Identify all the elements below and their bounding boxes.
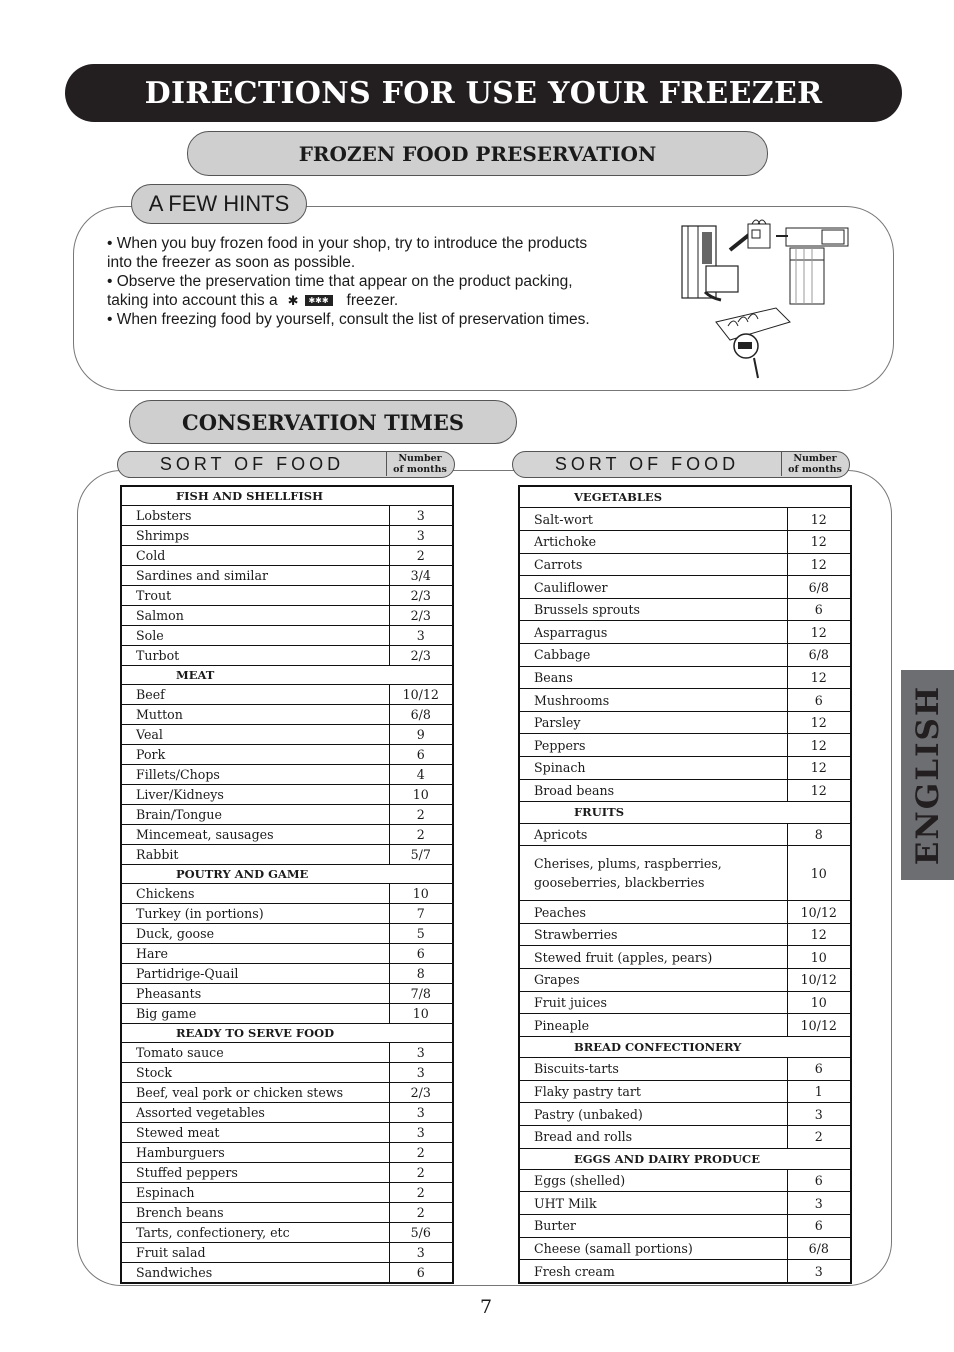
table-row xyxy=(121,1122,453,1142)
months-value: 2 xyxy=(389,1182,453,1202)
table-row xyxy=(519,757,851,780)
table-row xyxy=(519,689,851,712)
food-name: Carrots xyxy=(519,553,787,576)
language-tab-label: ENGLISH xyxy=(909,684,946,866)
table-row xyxy=(519,1214,851,1237)
table-row xyxy=(121,1142,453,1162)
table-row xyxy=(519,823,851,846)
food-name: Stewed meat xyxy=(121,1122,389,1142)
table-row xyxy=(519,1237,851,1260)
months-value: 2/3 xyxy=(389,585,453,605)
table-row xyxy=(519,621,851,644)
conservation-times-label: CONSERVATION TIMES xyxy=(129,400,517,444)
table-row xyxy=(519,1080,851,1103)
food-name: Mushrooms xyxy=(519,689,787,712)
table-row xyxy=(121,505,453,525)
months-value: 12 xyxy=(787,923,851,946)
table-row xyxy=(519,901,851,924)
months-value: 3 xyxy=(389,1122,453,1142)
months-value: 6/8 xyxy=(787,1237,851,1260)
food-name: Sandwiches xyxy=(121,1262,389,1283)
months-value: 12 xyxy=(787,621,851,644)
table-row xyxy=(121,585,453,605)
table-row xyxy=(121,804,453,824)
table-row xyxy=(121,824,453,844)
months-value: 10 xyxy=(389,883,453,903)
months-header xyxy=(781,452,848,476)
category-row xyxy=(519,802,851,823)
page-number: 7 xyxy=(479,1296,493,1318)
hints-label: A FEW HINTS xyxy=(131,184,307,224)
months-value: 12 xyxy=(787,779,851,802)
months-value: 10 xyxy=(787,991,851,1014)
months-value: 3 xyxy=(389,1102,453,1122)
food-name: Veal xyxy=(121,724,389,744)
table-row xyxy=(121,1003,453,1023)
food-name: Fresh cream xyxy=(519,1260,787,1283)
table-row xyxy=(121,684,453,704)
table-row xyxy=(519,991,851,1014)
months-value: 5/7 xyxy=(389,844,453,864)
food-name: Pork xyxy=(121,744,389,764)
food-name: Salt-wort xyxy=(519,508,787,531)
table-row xyxy=(121,963,453,983)
months-header-line: Number xyxy=(398,453,442,464)
food-name: Tomato sauce xyxy=(121,1042,389,1062)
table-row xyxy=(121,764,453,784)
food-name: Big game xyxy=(121,1003,389,1023)
months-value: 10/12 xyxy=(389,684,453,704)
food-name: Stuffed peppers xyxy=(121,1162,389,1182)
months-value: 6 xyxy=(389,943,453,963)
months-value: 10 xyxy=(787,946,851,969)
three-star-icon: ✱✱✱ xyxy=(305,295,333,306)
food-name: Hare xyxy=(121,943,389,963)
food-name: Beef xyxy=(121,684,389,704)
months-value: 12 xyxy=(787,508,851,531)
months-value: 3 xyxy=(389,525,453,545)
months-value: 3 xyxy=(787,1192,851,1215)
months-value: 10 xyxy=(787,846,851,901)
table-row xyxy=(121,1042,453,1062)
category-label: FRUITS xyxy=(519,802,851,823)
food-name: Bread and rolls xyxy=(519,1125,787,1148)
food-name: Parsley xyxy=(519,711,787,734)
months-value: 2 xyxy=(389,824,453,844)
food-name: Fruit juices xyxy=(519,991,787,1014)
months-value: 12 xyxy=(787,553,851,576)
months-value: 9 xyxy=(389,724,453,744)
food-name: Eggs (shelled) xyxy=(519,1169,787,1192)
category-row xyxy=(121,486,453,505)
table-row xyxy=(121,1062,453,1082)
food-name: Broad beans xyxy=(519,779,787,802)
food-name: Chickens xyxy=(121,883,389,903)
months-value: 2 xyxy=(389,1202,453,1222)
food-name: Sole xyxy=(121,625,389,645)
hint-line-part: freezer. xyxy=(346,292,399,309)
hint-line-part: taking into account this a xyxy=(107,292,278,309)
months-value: 2 xyxy=(389,1162,453,1182)
hint-line: • When freezing food by yourself, consult the list of preservation times. xyxy=(107,311,590,328)
page-title: DIRECTIONS FOR USE YOUR FREEZER xyxy=(65,64,902,122)
food-name: Salmon xyxy=(121,605,389,625)
table-row xyxy=(519,969,851,992)
months-value: 6 xyxy=(787,689,851,712)
months-value: 3 xyxy=(787,1103,851,1126)
months-value: 6 xyxy=(389,744,453,764)
food-name: Tarts, confectionery, etc xyxy=(121,1222,389,1242)
months-value: 2 xyxy=(389,804,453,824)
food-name: Artichoke xyxy=(519,531,787,554)
months-value: 12 xyxy=(787,666,851,689)
months-value: 7 xyxy=(389,903,453,923)
food-name: Brussels sprouts xyxy=(519,598,787,621)
food-name: Liver/Kidneys xyxy=(121,784,389,804)
months-value: 6 xyxy=(389,1262,453,1283)
months-header-line: of months xyxy=(393,464,447,475)
food-name: Grapes xyxy=(519,969,787,992)
food-name: Peppers xyxy=(519,734,787,757)
table-row xyxy=(121,1162,453,1182)
food-name: Lobsters xyxy=(121,505,389,525)
months-value: 10/12 xyxy=(787,901,851,924)
table-row xyxy=(519,508,851,531)
months-value: 6/8 xyxy=(787,644,851,667)
months-header-line: Number xyxy=(793,453,837,464)
months-value: 12 xyxy=(787,531,851,554)
months-value: 3 xyxy=(389,625,453,645)
table-row xyxy=(121,646,453,666)
section-title: FROZEN FOOD PRESERVATION xyxy=(187,131,768,176)
food-name: Stewed fruit (apples, pears) xyxy=(519,946,787,969)
months-value: 12 xyxy=(787,757,851,780)
table-row xyxy=(121,923,453,943)
food-name: Assorted vegetables xyxy=(121,1102,389,1122)
table-row xyxy=(121,844,453,864)
table-row xyxy=(121,605,453,625)
table-row xyxy=(121,1182,453,1202)
sort-of-food-header: SORT OF FOOD xyxy=(159,453,345,474)
table-row xyxy=(519,1058,851,1081)
table-row xyxy=(121,545,453,565)
food-name xyxy=(519,846,787,901)
category-row xyxy=(519,1036,851,1057)
food-name: Cauliflower xyxy=(519,576,787,599)
food-name: Mincemeat, sausages xyxy=(121,824,389,844)
food-name: Pastry (unbaked) xyxy=(519,1103,787,1126)
table-row xyxy=(121,625,453,645)
category-row xyxy=(121,666,453,685)
months-value: 6/8 xyxy=(787,576,851,599)
months-value: 6 xyxy=(787,1169,851,1192)
table-row xyxy=(519,946,851,969)
hint-line: into the freezer as soon as possible. xyxy=(107,254,356,271)
months-value: 12 xyxy=(787,734,851,757)
table-row xyxy=(121,943,453,963)
months-value: 10 xyxy=(389,784,453,804)
months-value: 8 xyxy=(787,823,851,846)
category-label: FISH AND SHELLFISH xyxy=(121,486,453,505)
category-label: BREAD CONFECTIONERY xyxy=(519,1036,851,1057)
table-row xyxy=(519,531,851,554)
hint-line: • When you buy frozen food in your shop, try to introduce the products xyxy=(107,235,588,252)
months-value: 2/3 xyxy=(389,605,453,625)
food-name: Asparragus xyxy=(519,621,787,644)
table-row xyxy=(519,1192,851,1215)
months-value: 6 xyxy=(787,1058,851,1081)
food-name: Peaches xyxy=(519,901,787,924)
food-name: Beans xyxy=(519,666,787,689)
right-food-table xyxy=(518,485,852,1284)
months-value: 3 xyxy=(389,1062,453,1082)
months-value: 6 xyxy=(787,598,851,621)
months-value: 10/12 xyxy=(787,969,851,992)
months-value: 2/3 xyxy=(389,646,453,666)
category-row xyxy=(121,864,453,883)
food-name: Mutton xyxy=(121,704,389,724)
food-name: Turbot xyxy=(121,646,389,666)
food-name: Biscuits-tarts xyxy=(519,1058,787,1081)
table-row xyxy=(519,779,851,802)
table-row xyxy=(121,883,453,903)
food-name-line: Cherises, plums, raspberries, xyxy=(534,856,722,872)
months-value: 6/8 xyxy=(389,704,453,724)
food-name: Duck, goose xyxy=(121,923,389,943)
months-value: 3 xyxy=(787,1260,851,1283)
table-row xyxy=(121,1242,453,1262)
food-name: Rabbit xyxy=(121,844,389,864)
food-name: Pheasants xyxy=(121,983,389,1003)
months-value: 5/6 xyxy=(389,1222,453,1242)
table-row xyxy=(121,1082,453,1102)
months-value: 2/3 xyxy=(389,1082,453,1102)
table-row xyxy=(121,983,453,1003)
table-row xyxy=(519,1014,851,1037)
sort-of-food-header: SORT OF FOOD xyxy=(554,453,740,474)
months-value: 10/12 xyxy=(787,1014,851,1037)
food-name: UHT Milk xyxy=(519,1192,787,1215)
food-name: Brain/Tongue xyxy=(121,804,389,824)
table-row xyxy=(121,744,453,764)
food-name: Apricots xyxy=(519,823,787,846)
table-row xyxy=(519,923,851,946)
months-value: 7/8 xyxy=(389,983,453,1003)
food-name: Shrimps xyxy=(121,525,389,545)
food-name: Flaky pastry tart xyxy=(519,1080,787,1103)
months-value: 10 xyxy=(389,1003,453,1023)
category-row xyxy=(519,486,851,508)
table-row xyxy=(121,724,453,744)
table-row xyxy=(121,1102,453,1122)
table-row xyxy=(519,1125,851,1148)
months-value: 2 xyxy=(787,1125,851,1148)
table-row xyxy=(519,711,851,734)
left-column-header xyxy=(117,451,455,478)
food-name: Spinach xyxy=(519,757,787,780)
category-row xyxy=(519,1148,851,1169)
food-name: Strawberries xyxy=(519,923,787,946)
table-row xyxy=(519,1103,851,1126)
food-name: Burter xyxy=(519,1214,787,1237)
table-row xyxy=(519,553,851,576)
table-row xyxy=(519,846,851,901)
months-value: 3 xyxy=(389,505,453,525)
food-name: Pineaple xyxy=(519,1014,787,1037)
food-name: Trout xyxy=(121,585,389,605)
months-value: 1 xyxy=(787,1080,851,1103)
food-name: Cheese (samall portions) xyxy=(519,1237,787,1260)
table-row xyxy=(519,598,851,621)
food-name: Fruit salad xyxy=(121,1242,389,1262)
table-row xyxy=(519,1169,851,1192)
table-row xyxy=(121,565,453,585)
category-label: VEGETABLES xyxy=(519,486,851,508)
freezer-star-icon: ✱ xyxy=(287,293,299,308)
food-name: Cold xyxy=(121,545,389,565)
months-value: 5 xyxy=(389,923,453,943)
category-label: READY TO SERVE FOOD xyxy=(121,1023,453,1042)
category-label: EGGS AND DAIRY PRODUCE xyxy=(519,1148,851,1169)
left-food-table xyxy=(120,485,454,1284)
food-name: Hamburguers xyxy=(121,1142,389,1162)
food-name-line: gooseberries, blackberries xyxy=(534,875,705,891)
freezer-illustration-icon xyxy=(676,218,856,382)
table-row xyxy=(519,644,851,667)
table-row xyxy=(121,704,453,724)
table-row xyxy=(121,1262,453,1283)
food-name: Fillets/Chops xyxy=(121,764,389,784)
table-row xyxy=(121,1202,453,1222)
months-value: 8 xyxy=(389,963,453,983)
food-name: Brench beans xyxy=(121,1202,389,1222)
months-value: 3/4 xyxy=(389,565,453,585)
category-row xyxy=(121,1023,453,1042)
months-header xyxy=(386,452,453,476)
table-row xyxy=(519,1260,851,1283)
months-value: 2 xyxy=(389,545,453,565)
food-name: Espinach xyxy=(121,1182,389,1202)
months-header-line: of months xyxy=(788,464,842,475)
table-row xyxy=(519,666,851,689)
table-row xyxy=(121,1222,453,1242)
food-name: Cabbage xyxy=(519,644,787,667)
hint-line xyxy=(107,291,667,310)
months-value: 2 xyxy=(389,1142,453,1162)
hints-text xyxy=(107,234,667,329)
table-row xyxy=(519,734,851,757)
hint-line: • Observe the preservation time that appear on the product packing, xyxy=(107,273,573,290)
food-name: Sardines and similar xyxy=(121,565,389,585)
months-value: 6 xyxy=(787,1214,851,1237)
table-row xyxy=(121,525,453,545)
category-label: MEAT xyxy=(121,666,453,685)
language-tab xyxy=(901,670,954,880)
months-value: 4 xyxy=(389,764,453,784)
right-column-header xyxy=(512,451,850,478)
category-label: POUTRY AND GAME xyxy=(121,864,453,883)
food-name: Stock xyxy=(121,1062,389,1082)
food-name: Turkey (in portions) xyxy=(121,903,389,923)
months-value: 3 xyxy=(389,1242,453,1262)
food-name: Beef, veal pork or chicken stews xyxy=(121,1082,389,1102)
table-row xyxy=(121,903,453,923)
months-value: 12 xyxy=(787,711,851,734)
months-value: 3 xyxy=(389,1042,453,1062)
table-row xyxy=(121,784,453,804)
table-row xyxy=(519,576,851,599)
food-name: Partidrige-Quail xyxy=(121,963,389,983)
